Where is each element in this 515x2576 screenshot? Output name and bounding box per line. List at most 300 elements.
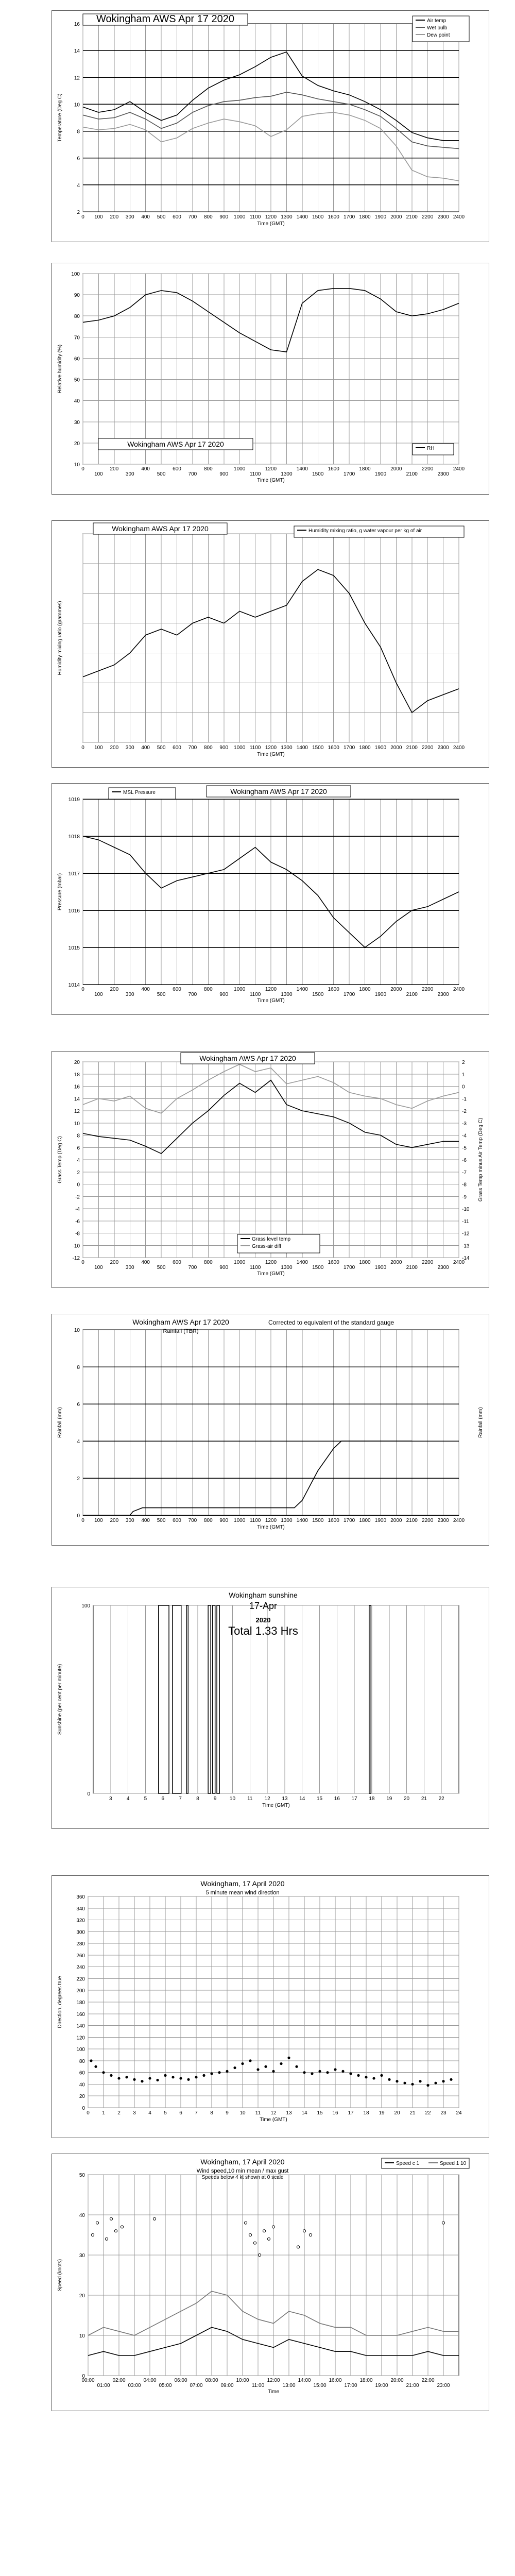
x-tick-label: 22:00	[421, 2378, 435, 2383]
x-tick-label: 1300	[281, 214, 293, 220]
x-tick-label: 11	[247, 1796, 253, 1802]
data-point	[396, 2080, 398, 2082]
x-tick-label: 900	[219, 745, 229, 751]
chart-title: Wokingham AWS Apr 17 2020	[199, 1054, 296, 1062]
data-point	[179, 2077, 182, 2079]
x-tick-label: 500	[157, 992, 166, 997]
x-tick-label: 4	[148, 2110, 151, 2116]
x-tick-label: 1400	[296, 466, 308, 472]
x-tick-label: 22	[438, 1796, 444, 1802]
chart-subtitle-2: Speeds below 4 kt shown at 0 scale	[201, 2175, 284, 2180]
x-tick-label: 1400	[296, 1518, 308, 1523]
x-tick-label: 1100	[249, 471, 261, 477]
y-tick-label: 340	[76, 1906, 85, 1912]
x-tick-label: 22	[425, 2110, 431, 2116]
x-tick-label: 1400	[296, 1260, 308, 1265]
x-tick-label: 0	[81, 466, 84, 472]
data-point	[202, 2074, 205, 2077]
x-tick-label: 10	[229, 1796, 236, 1802]
x-tick-label: 1800	[359, 1260, 371, 1265]
x-tick-label: 02:00	[112, 2378, 126, 2383]
data-point	[411, 2083, 414, 2086]
y2-tick-label: -1	[462, 1096, 467, 1103]
x-tick-label: 03:00	[128, 2383, 141, 2388]
x-tick-label: 1700	[343, 992, 355, 997]
x-tick-label: 200	[110, 745, 119, 751]
x-tick-label: 3	[109, 1796, 112, 1802]
x-tick-label: 1300	[281, 471, 293, 477]
x-tick-label: 600	[173, 466, 181, 472]
x-tick-label: 17	[351, 1796, 357, 1802]
wind-direction-chart	[52, 1875, 489, 2138]
x-tick-label: 300	[125, 1518, 134, 1523]
y-tick-label: 14	[74, 1096, 80, 1103]
data-point	[372, 2077, 375, 2079]
x-tick-label: 1100	[249, 1518, 261, 1523]
x-tick-label: 1500	[312, 992, 324, 997]
x-tick-label: 2300	[437, 1265, 449, 1270]
data-point	[426, 2084, 429, 2087]
gust-point	[244, 2222, 247, 2224]
x-tick-label: 2400	[453, 987, 465, 992]
data-point	[233, 2066, 236, 2069]
chart-title: Wokingham, 17 April 2020	[200, 1879, 285, 1888]
gust-point	[303, 2230, 305, 2232]
x-tick-label: 1500	[312, 471, 324, 477]
x-tick-label: 23:00	[437, 2383, 450, 2388]
x-tick-label: 23	[440, 2110, 447, 2116]
x-tick-label: 1600	[328, 1260, 339, 1265]
y-tick-label: 80	[79, 2058, 85, 2064]
x-tick-label: 2100	[406, 745, 418, 751]
x-tick-label: 2400	[453, 214, 465, 220]
x-tick-label: 16	[334, 1796, 340, 1802]
x-tick-label: 0	[87, 2110, 90, 2116]
x-tick-label: 2200	[422, 987, 434, 992]
y2-tick-label: 0	[462, 1084, 465, 1090]
legend-label: Grass level temp	[252, 1236, 291, 1242]
x-axis-label: Time (GMT)	[257, 221, 285, 227]
y2-axis-label: Grass Temp minus Air Temp (Deg C)	[478, 1117, 484, 1202]
x-tick-label: 1200	[265, 1260, 277, 1265]
x-tick-label: 1800	[359, 214, 371, 220]
x-tick-label: 100	[94, 1265, 103, 1270]
data-point	[280, 2062, 282, 2065]
data-point	[272, 2070, 274, 2073]
y-tick-label: 140	[76, 2023, 85, 2029]
x-tick-label: 1000	[234, 745, 246, 751]
x-tick-label: 1900	[374, 471, 387, 477]
x-tick-label: 1800	[359, 987, 371, 992]
gust-point	[91, 2233, 94, 2236]
y-axis-label: Direction, degrees true	[57, 1976, 63, 2028]
x-tick-label: 2000	[390, 987, 402, 992]
legend-label: RH	[427, 446, 435, 451]
x-tick-label: 400	[141, 214, 150, 220]
y-tick-label: 100	[81, 1603, 90, 1609]
y-tick-label: 16	[74, 22, 80, 27]
y-tick-label: 0	[87, 1791, 90, 1797]
y2-tick-label: 2	[462, 1060, 465, 1065]
pressure-chart	[52, 783, 489, 1015]
x-tick-label: 12:00	[267, 2378, 280, 2383]
data-point	[450, 2078, 452, 2081]
x-tick-label: 1900	[374, 1265, 387, 1270]
y2-tick-label: -14	[462, 1256, 470, 1261]
x-tick-label: 06:00	[174, 2378, 187, 2383]
y-tick-label: 0	[82, 2106, 85, 2111]
x-tick-label: 1300	[281, 745, 293, 751]
y-tick-label: 4	[77, 1439, 80, 1445]
y-tick-label: 120	[76, 2035, 85, 2041]
y-tick-label: 50	[79, 2173, 85, 2178]
x-tick-label: 1300	[281, 1265, 293, 1270]
x-tick-label: 400	[141, 1518, 150, 1523]
x-tick-label: 100	[94, 214, 103, 220]
x-tick-label: 700	[188, 745, 197, 751]
x-tick-label: 1000	[234, 1260, 246, 1265]
legend-label: Grass-air diff	[252, 1244, 282, 1249]
y-axis-label: Rainfall (mm)	[57, 1407, 63, 1438]
y-tick-label: 100	[71, 272, 80, 277]
x-tick-label: 10	[239, 2110, 246, 2116]
data-point	[156, 2079, 159, 2081]
x-tick-label: 100	[94, 992, 103, 997]
x-tick-label: 2100	[406, 1518, 418, 1523]
x-tick-label: 09:00	[220, 2383, 234, 2388]
gust-point	[442, 2222, 444, 2224]
x-tick-label: 800	[203, 1518, 213, 1523]
sunshine-bar	[186, 1605, 188, 1793]
x-tick-label: 5	[164, 2110, 167, 2116]
y-tick-label: 200	[76, 1988, 85, 1994]
x-tick-label: 1000	[234, 987, 246, 992]
x-tick-label: 900	[219, 1265, 229, 1270]
data-point	[117, 2077, 120, 2079]
y-tick-label: 4	[77, 182, 80, 189]
x-tick-label: 300	[125, 214, 134, 220]
y2-tick-label: -7	[462, 1170, 467, 1176]
x-tick-label: 20	[394, 2110, 400, 2116]
x-tick-label: 08:00	[205, 2378, 218, 2383]
x-tick-label: 1800	[359, 1518, 371, 1523]
y-axis-label: Pressure (mbar)	[57, 873, 63, 911]
x-tick-label: 900	[219, 992, 229, 997]
x-tick-label: 11	[255, 2110, 261, 2116]
y-tick-label: 40	[79, 2082, 85, 2088]
x-tick-label: 2000	[390, 214, 402, 220]
data-point	[226, 2070, 228, 2073]
x-tick-label: 1700	[343, 745, 355, 751]
x-axis-label: Time (GMT)	[257, 1524, 285, 1530]
y-tick-label: 100	[76, 2047, 85, 2053]
y-tick-label: 40	[79, 2213, 85, 2218]
y-tick-label: 10	[79, 2333, 85, 2339]
x-tick-label: 2100	[406, 992, 418, 997]
x-tick-label: 900	[219, 1518, 229, 1523]
data-point	[334, 2068, 336, 2071]
legend-label: Dew point	[427, 32, 450, 38]
x-tick-label: 1400	[296, 214, 308, 220]
data-point	[125, 2076, 128, 2078]
y-tick-label: 14	[74, 48, 80, 55]
y2-tick-label: 1	[462, 1072, 465, 1078]
data-point	[210, 2072, 213, 2075]
x-tick-label: 05:00	[159, 2383, 172, 2388]
y-tick-label: 180	[76, 2000, 85, 2006]
gust-point	[272, 2226, 274, 2228]
y-tick-label: 0	[77, 1182, 80, 1188]
y-tick-label: 1016	[68, 908, 80, 914]
chart-title: Wokingham, 17 April 2020	[200, 2158, 285, 2166]
mixing-ratio-chart	[52, 520, 489, 768]
x-tick-label: 800	[203, 987, 213, 992]
x-tick-label: 400	[141, 466, 150, 472]
x-tick-label: 1600	[328, 214, 339, 220]
y-tick-label: 6	[77, 1145, 80, 1151]
y-tick-label: 4	[77, 1158, 80, 1163]
gust-point	[258, 2253, 261, 2256]
data-point	[303, 2071, 305, 2074]
x-tick-label: 100	[94, 745, 103, 751]
data-point	[249, 2059, 251, 2062]
y-tick-label: 10	[74, 1121, 80, 1127]
x-tick-label: 200	[110, 1260, 119, 1265]
data-point	[241, 2062, 244, 2065]
x-tick-label: 0	[81, 987, 84, 992]
x-tick-label: 300	[125, 745, 134, 751]
y2-tick-label: -2	[462, 1109, 467, 1114]
sunshine-bar	[208, 1605, 211, 1793]
x-tick-label: 1600	[328, 987, 339, 992]
data-point	[90, 2059, 92, 2062]
x-axis-label: Time	[268, 2389, 279, 2395]
x-tick-label: 07:00	[190, 2383, 203, 2388]
x-axis-label: Time (GMT)	[257, 998, 285, 1004]
y-tick-label: 20	[74, 1060, 80, 1065]
x-tick-label: 14	[301, 2110, 307, 2116]
x-tick-label: 700	[188, 1265, 197, 1270]
y-axis-label: Grass Temp (Deg C)	[57, 1136, 63, 1183]
x-tick-label: 400	[141, 1260, 150, 1265]
y-tick-label: 30	[74, 419, 80, 426]
y-tick-label: 80	[74, 314, 80, 320]
x-tick-label: 21	[409, 2110, 416, 2116]
x-tick-label: 01:00	[97, 2383, 110, 2388]
x-tick-label: 1500	[312, 745, 324, 751]
x-tick-label: 12	[270, 2110, 277, 2116]
x-tick-label: 2200	[422, 214, 434, 220]
legend-label: Speed c 1	[396, 2161, 420, 2166]
y-tick-label: 2	[77, 210, 80, 215]
y-tick-label: 260	[76, 1953, 85, 1959]
chart-subtitle: Wind speed,10 min mean / max gust	[196, 2168, 289, 2174]
x-tick-label: 17	[348, 2110, 354, 2116]
x-tick-label: 13:00	[282, 2383, 296, 2388]
y-axis-label: Humidity mixing ratio (grammes)	[57, 601, 63, 675]
y-axis-label: Temperature (Deg C)	[57, 93, 63, 142]
x-tick-label: 500	[157, 1518, 166, 1523]
x-tick-label: 19	[386, 1796, 392, 1802]
chart-year: 2020	[255, 1616, 271, 1624]
x-tick-label: 1800	[359, 745, 371, 751]
data-point	[110, 2074, 112, 2077]
y-tick-label: -2	[75, 1194, 80, 1200]
y2-tick-label: -13	[462, 1243, 470, 1249]
y-tick-label: 40	[74, 398, 80, 404]
x-tick-label: 200	[110, 214, 119, 220]
data-point	[94, 2065, 97, 2068]
x-tick-label: 1700	[343, 1265, 355, 1270]
x-axis-label: Time (GMT)	[262, 1803, 290, 1808]
x-tick-label: 2300	[437, 471, 449, 477]
data-point	[187, 2078, 190, 2081]
x-tick-label: 600	[173, 987, 181, 992]
gust-point	[309, 2233, 312, 2236]
legend-label: Speed 1 10	[440, 2161, 467, 2166]
x-tick-label: 0	[81, 1518, 84, 1523]
y2-tick-label: -5	[462, 1145, 467, 1151]
data-point	[141, 2080, 143, 2082]
y-tick-label: 12	[74, 75, 80, 81]
gust-point	[114, 2230, 117, 2232]
x-tick-label: 2200	[422, 745, 434, 751]
x-tick-label: 900	[219, 471, 229, 477]
x-tick-label: 1600	[328, 745, 339, 751]
x-tick-label: 1900	[374, 745, 387, 751]
sunshine-bar	[213, 1605, 215, 1793]
x-tick-label: 20:00	[390, 2378, 404, 2383]
y2-tick-label: -10	[462, 1207, 470, 1212]
chart-title: Wokingham AWS Apr 17 2020	[132, 1318, 229, 1326]
x-tick-label: 13	[282, 1796, 288, 1802]
x-tick-label: 10:00	[236, 2378, 249, 2383]
y2-tick-label: -12	[462, 1231, 470, 1237]
y-tick-label: 18	[74, 1072, 80, 1078]
sunshine-chart	[52, 1587, 489, 1829]
x-tick-label: 17:00	[344, 2383, 357, 2388]
x-axis-label: Time (GMT)	[257, 1271, 285, 1277]
x-tick-label: 7	[195, 2110, 198, 2116]
x-tick-label: 800	[203, 214, 213, 220]
x-tick-label: 400	[141, 745, 150, 751]
y-tick-label: 0	[77, 1513, 80, 1519]
y-tick-label: 240	[76, 1964, 85, 1971]
x-tick-label: 1100	[249, 992, 261, 997]
x-tick-label: 100	[94, 471, 103, 477]
y-axis-label: Speed (knots)	[57, 2259, 63, 2292]
y-tick-label: 20	[79, 2293, 85, 2299]
data-point	[133, 2078, 135, 2081]
data-point	[218, 2071, 220, 2074]
sunshine-bar	[217, 1605, 219, 1793]
x-tick-label: 2400	[453, 466, 465, 472]
x-tick-label: 9	[226, 2110, 229, 2116]
temperature-chart	[52, 10, 489, 242]
data-point	[403, 2082, 406, 2084]
x-tick-label: 00:00	[81, 2378, 95, 2383]
legend-label: Humidity mixing ratio, g water vapour per kg of air	[308, 528, 422, 534]
data-point	[380, 2074, 383, 2077]
x-tick-label: 0	[81, 1260, 84, 1265]
x-tick-label: 700	[188, 471, 197, 477]
y-tick-label: 2	[77, 1170, 80, 1176]
y-tick-label: 300	[76, 1929, 85, 1936]
y-tick-label: 20	[74, 440, 80, 447]
y-tick-label: -6	[75, 1218, 80, 1225]
x-tick-label: 1200	[265, 214, 277, 220]
chart-title: Wokingham AWS Apr 17 2020	[112, 524, 209, 533]
sunshine-bar	[173, 1605, 181, 1793]
y-tick-label: 220	[76, 1976, 85, 1982]
x-axis-label: Time (GMT)	[257, 478, 285, 483]
x-tick-label: 800	[203, 466, 213, 472]
data-point	[349, 2072, 352, 2075]
data-point	[318, 2070, 321, 2073]
y-tick-label: -12	[72, 1256, 80, 1261]
x-tick-label: 600	[173, 745, 181, 751]
x-tick-label: 1700	[343, 471, 355, 477]
y-tick-label: 20	[79, 2094, 85, 2100]
y-tick-label: -8	[75, 1231, 80, 1237]
sunshine-bar	[369, 1605, 371, 1793]
y-tick-label: 16	[74, 1084, 80, 1090]
x-tick-label: 1300	[281, 992, 293, 997]
x-tick-label: 1800	[359, 466, 371, 472]
gust-point	[121, 2226, 123, 2228]
x-tick-label: 1900	[374, 992, 387, 997]
x-tick-label: 2400	[453, 1260, 465, 1265]
x-tick-label: 2300	[437, 214, 449, 220]
y-tick-label: 280	[76, 1941, 85, 1947]
x-tick-label: 0	[81, 214, 84, 220]
x-tick-label: 1500	[312, 1518, 324, 1523]
rainfall-chart	[52, 1314, 489, 1546]
y-tick-label: 6	[77, 1402, 80, 1408]
x-tick-label: 2400	[453, 745, 465, 751]
chart-title: Wokingham sunshine	[229, 1591, 298, 1599]
y-tick-label: 1015	[68, 945, 80, 951]
x-tick-label: 18	[363, 2110, 369, 2116]
y2-tick-label: -4	[462, 1133, 467, 1139]
x-tick-label: 12	[264, 1796, 270, 1802]
x-tick-label: 2400	[453, 1518, 465, 1523]
data-point	[365, 2076, 367, 2078]
x-tick-label: 18	[369, 1796, 375, 1802]
y-tick-label: 360	[76, 1894, 85, 1900]
y-tick-label: 1017	[68, 871, 80, 877]
y2-tick-label: -3	[462, 1121, 467, 1127]
y-tick-label: -10	[72, 1243, 80, 1249]
x-tick-label: 3	[133, 2110, 136, 2116]
x-tick-label: 1000	[234, 1518, 246, 1523]
y-tick-label: 8	[77, 1133, 80, 1139]
y-axis-label: Sunshine (per cent per minute)	[57, 1664, 63, 1735]
y-tick-label: 8	[77, 129, 80, 135]
chart-title: Wokingham AWS Apr 17 2020	[127, 440, 224, 448]
y-tick-label: 0	[82, 2374, 85, 2379]
x-tick-label: 800	[203, 745, 213, 751]
x-tick-label: 2000	[390, 466, 402, 472]
gust-point	[110, 2217, 112, 2220]
y-tick-label: 10	[74, 1328, 80, 1333]
data-point	[357, 2074, 359, 2077]
y-tick-label: 1018	[68, 834, 80, 840]
x-tick-label: 8	[210, 2110, 213, 2116]
x-tick-label: 1100	[249, 745, 261, 751]
x-tick-label: 1300	[281, 1518, 293, 1523]
gust-point	[249, 2233, 251, 2236]
